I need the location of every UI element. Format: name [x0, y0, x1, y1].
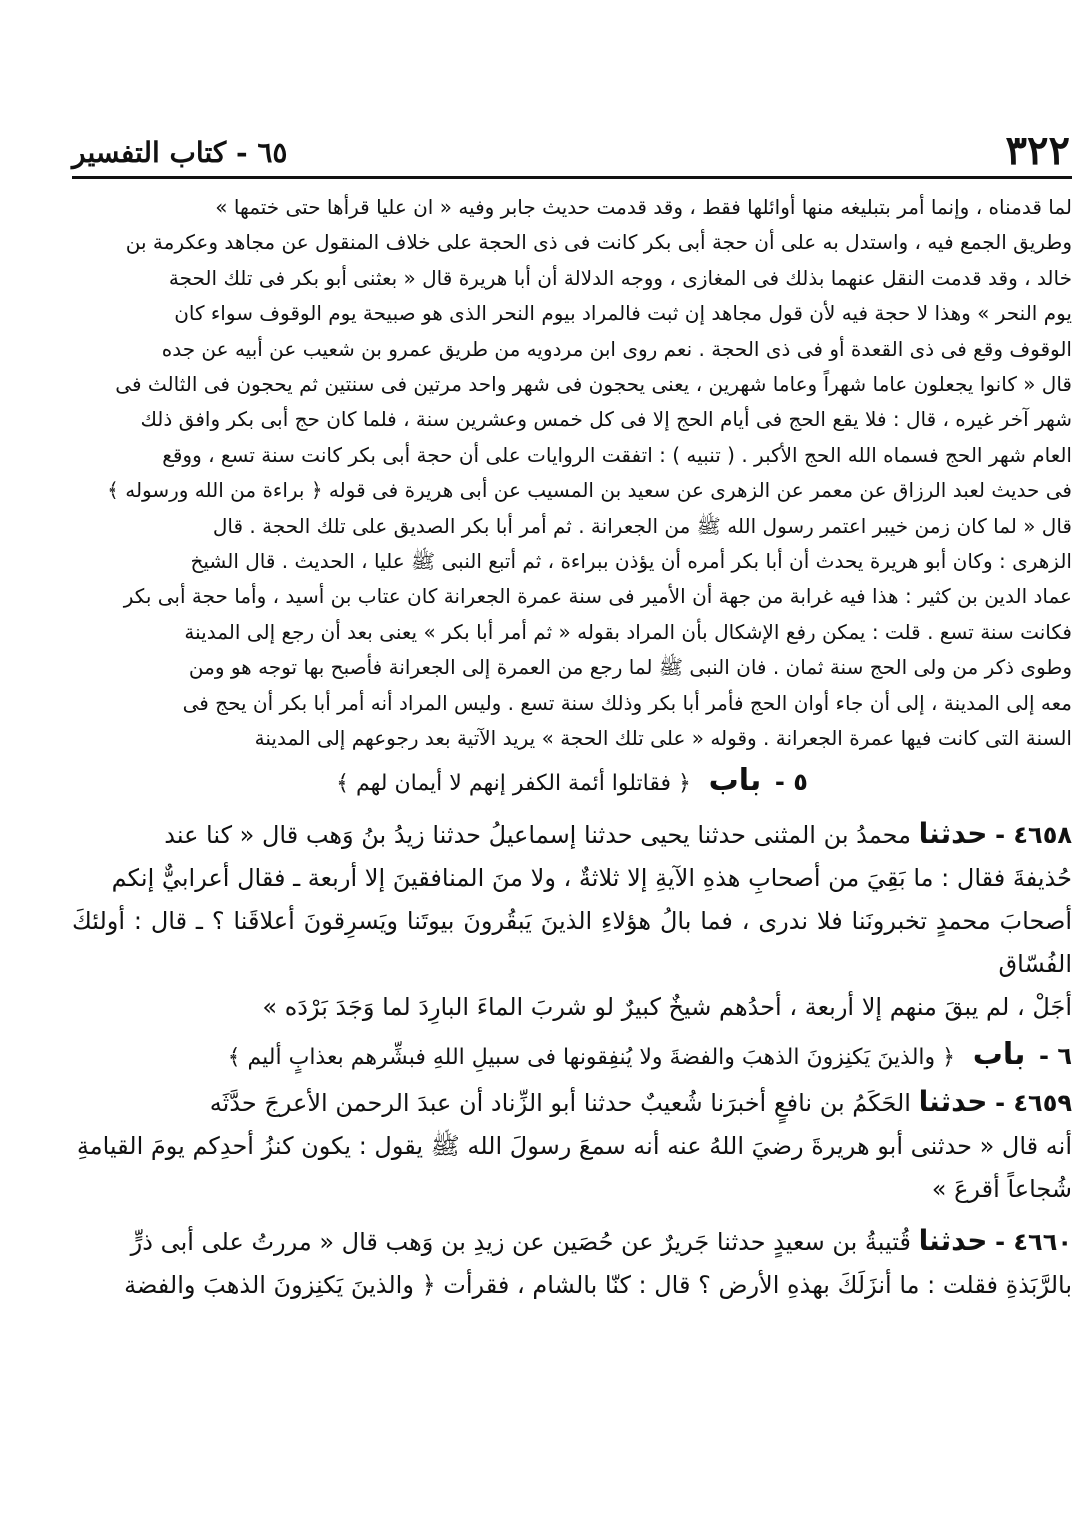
- hadith-text: محمدُ بن المثنى حدثنا يحيى حدثنا إسماعيلُ حدثنا زيدُ بنُ وَهب قال « كنا عند: [164, 820, 911, 849]
- hadith-4659: [72, 1080, 1072, 1211]
- hadith-line: أجَلْ ، لم يبقَ منهم إلا أربعة ، أحدُهم شيخٌ كبيرٌ لو شربَ الماءَ البارِدَ لما وَجَدَ بَرْدَه »: [262, 992, 1072, 1021]
- commentary-line: وطوى ذكر من ولى الحج سنة ثمان . فان النبى ﷺ لما رجع من العمرة إلى الجعرانة فأصبح بها توجه هو ومن: [188, 655, 1072, 680]
- chapter-word: باب: [972, 1036, 1026, 1072]
- hadith-line: بالرَّبَذةِ فقلت : ما أنزَلَكَ بهذهِ الأرض ؟ قال : كنّا بالشام ، فقرأت ﴿ والذينَ يَكنِزونَ الذهبَ والفضة: [124, 1270, 1072, 1299]
- chapter-word: باب: [708, 762, 762, 798]
- haddathana-word: حدثنا: [918, 1084, 988, 1118]
- chapter-heading-6: [72, 1037, 1072, 1076]
- hadith-number: ٤٦٥٩ -: [995, 1088, 1072, 1117]
- hadith-line: حُذيفةَ فقال : ما بَقِيَ من أصحابِ هذهِ الآيةِ إلا ثلاثةٌ ، ولا منَ المنافقينَ إلا أربعة ـ فقال أعرابيٌّ إنكم: [111, 863, 1072, 892]
- hadith-number: ٤٦٦٠ -: [995, 1227, 1072, 1256]
- commentary-line: وطريق الجمع فيه ، واستدل به على أن حجة أبى بكر كانت فى ذى الحجة على خلاف المنقول عن مجاهد وعكرمة بن: [125, 230, 1072, 255]
- commentary-line: السنة التى كانت فيها عمرة الجعرانة . وقوله « على تلك الحجة » يريد الآتية بعد رجوعهم إلى المدينة: [254, 726, 1072, 751]
- haddathana-word: حدثنا: [918, 816, 988, 850]
- commentary-line: لما قدمناه ، وإنما أمر بتبليغه منها أوائلها فقط ، وقد قدمت حديث جابر وفيه « ان عليا قرأها حتى ختمها »: [215, 195, 1072, 219]
- commentary-line: عماد الدين بن كثير : هذا فيه غرابة من جهة أن الأمير فى سنة عمرة الجعرانة كان عتاب بن أسيد ، وأما حجة أبى بكر: [123, 584, 1072, 609]
- commentary-line: معه إلى المدينة ، إلى أن جاء أوان الحج فأمر أبا بكر وذلك سنة تسع . وليس المراد أنه أمر أبا بكر أن يحج فى: [182, 690, 1072, 715]
- commentary-line: قال « كانوا يجعلون عاما شهراً وعاما شهرين ، يعنى يحجون فى شهر واحد مرتين فى سنتين ثم يحجون فى الثالث فى: [115, 372, 1072, 397]
- book-title: ٦٥ - كتاب التفسير: [72, 136, 288, 169]
- commentary-line: فى حديث لعبد الرزاق عن معمر عن الزهرى عن سعيد بن المسيب عن أبى هريرة فى قوله ﴿ براءة من الله ورسوله ﴾: [107, 478, 1072, 503]
- commentary-line: يوم النحر » وهذا لا حجة فيه لأن قول مجاهد إن ثبت فالمراد بيوم النحر الذى هو صبيحة يوم الوقوف سواء كان: [174, 301, 1072, 326]
- hadith-line: [72, 812, 1072, 857]
- page-body: [72, 190, 1072, 1315]
- hadith-line: أصحابَ محمدٍ تخبرونَنا فلا ندرى ، فما بالُ هؤلاءِ الذينَ يَبقُرونَ بيوتَنا ويَسرِقونَ أعلاقَنا ؟ ـ قال : أولئكَ الفُسّاق: [72, 906, 1072, 978]
- hadith-line: شُجاعاً أقرعَ »: [931, 1174, 1072, 1203]
- chapter-verse: ﴿ فقاتلوا أئمة الكفر إنهم لا أيمان لهم ﴾: [336, 770, 691, 796]
- commentary-line: الزهرى : وكان أبو هريرة يحدث أن أبا بكر أمره أن يؤذن ببراءة ، ثم أتبع النبى ﷺ عليا ، الحديث . قال الشيخ: [190, 549, 1072, 574]
- commentary-line: الوقوف وقع فى ذى القعدة أو فى ذى الحجة . نعم روى ابن مردويه من طريق عمرو بن شعيب عن أبيه عن جده: [161, 336, 1072, 361]
- hadith-text: قُتيبةُ بن سعيدٍ حدثنا جَريرٌ عن حُصَين عن زيدِ بن وَهب قال « مررتُ على أبى ذرٍّ: [130, 1227, 911, 1256]
- header-divider: [72, 176, 1072, 179]
- commentary-block: [72, 190, 1072, 757]
- hadith-text: الحَكَمُ بن نافعٍ أخبرَنا شُعيبٌ حدثنا أبو الزِّناد أن عبدَ الرحمن الأعرجَ حدَّثَه: [209, 1088, 911, 1117]
- hadith-number: ٤٦٥٨ -: [995, 820, 1072, 849]
- commentary-line: شهر آخر غيره ، قال : فلا يقع الحج فى أيام الحج إلا فى كل خمس وعشرين سنة ، فلما كان حج أبى بكر وافق ذلك: [140, 407, 1072, 432]
- chapter-number: ٥ -: [774, 767, 808, 796]
- running-head: [72, 128, 1072, 176]
- hadith-4658: [72, 812, 1072, 1029]
- commentary-line: خالد ، وقد قدمت النقل عنهما بذلك فى المغازى ، ووجه الدلالة أن أبا هريرة قال « بعثنى أبو بكر فى تلك الحجة: [168, 265, 1072, 290]
- hadith-line: [72, 1080, 1072, 1125]
- hadith-4660: [72, 1219, 1072, 1307]
- chapter-number: ٦ -: [1039, 1041, 1072, 1070]
- haddathana-word: حدثنا: [918, 1223, 988, 1257]
- chapter-verse: ﴿ والذينَ يَكنِزونَ الذهبَ والفضةَ ولا يُنفِقونها فى سبيلِ اللهِ فبشِّرهم بعذابٍ أليم ﴾: [227, 1044, 956, 1070]
- commentary-line: قال « لما كان زمن خيبر اعتمر رسول الله ﷺ من الجعرانة . ثم أمر أبا بكر الصديق على تلك الحجة . قال: [212, 513, 1072, 538]
- hadith-line: [72, 1219, 1072, 1264]
- hadith-line: أنه قال « حدثنى أبو هريرةَ رضيَ اللهُ عنه أنه سمعَ رسولَ الله ﷺ يقول : يكون كنزُ أحدِكم يومَ القيامةِ: [76, 1131, 1072, 1160]
- commentary-line: العام شهر الحج فسماه الله الحج الأكبر . ( تنبيه ) : اتفقت الروايات على أن حجة أبى بكر كانت سنة تسع ، ووقع: [162, 442, 1072, 467]
- chapter-heading-5: [72, 763, 1072, 802]
- page-number: ٣٢٢: [1005, 127, 1070, 174]
- commentary-line: فكانت سنة تسع . قلت : يمكن رفع الإشكال بأن المراد بقوله « ثم أمر أبا بكر » يعنى بعد أن رجع إلى المدينة: [184, 619, 1072, 644]
